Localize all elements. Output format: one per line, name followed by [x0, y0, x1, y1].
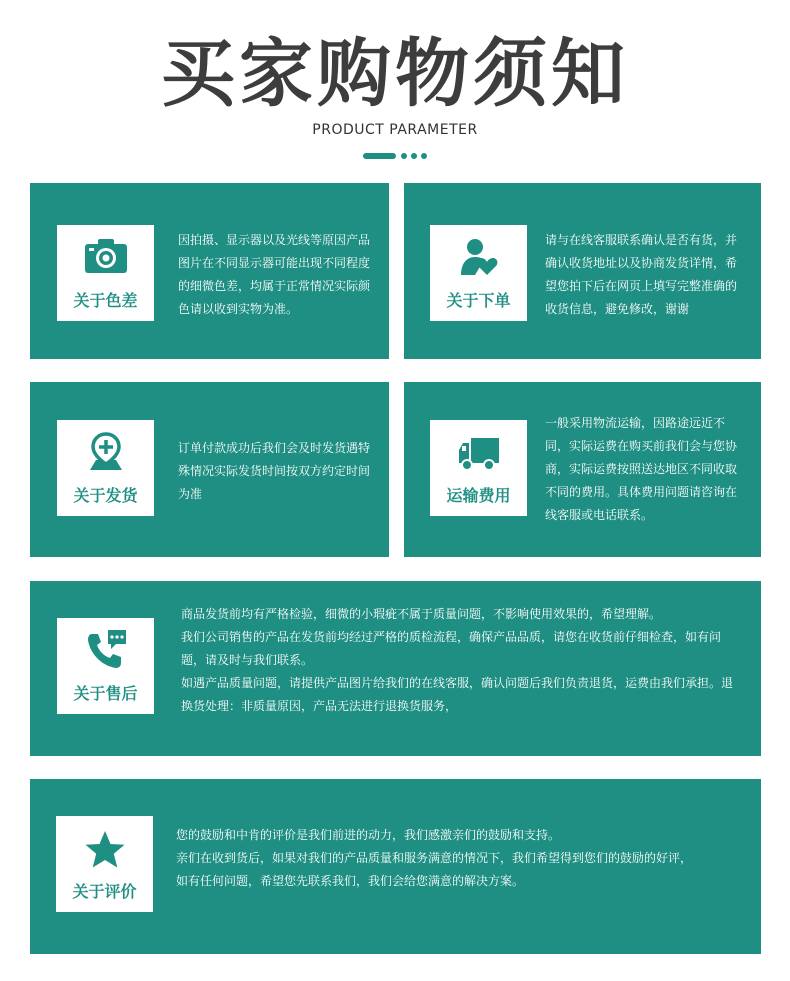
card-after-sales — [30, 581, 761, 756]
card-freight — [404, 382, 761, 557]
page-title: 买家购物须知 — [161, 31, 629, 117]
card-label: 运输费用 — [446, 486, 511, 505]
card-icon-box — [56, 816, 153, 912]
phone-chat-icon — [84, 628, 128, 672]
truck-icon — [457, 436, 501, 472]
card-reviews — [30, 779, 761, 954]
card-icon-box — [57, 420, 154, 516]
card-text-line: 我们公司销售的产品在发货前均经过严格的质检流程，确保产品品质，请您在收货前仔细检查，如有问题，请及时与我们联系。 — [181, 630, 722, 667]
location-pin-icon — [86, 432, 126, 472]
camera-icon — [83, 237, 129, 275]
card-text-line: 商品发货前均有严格检验，细微的小瑕疵不属于质量问题，不影响使用效果的，希望理解。 — [181, 607, 662, 621]
card-color-difference — [30, 183, 389, 359]
card-text-line: 如有任何问题，希望您先联系我们，我们会给您满意的解决方案。 — [176, 874, 525, 888]
card-label: 关于售后 — [73, 684, 138, 703]
card-text: 订单付款成功后我们会及时发货遇特殊情况实际发货时间按双方约定时间为准 — [178, 441, 371, 501]
card-text-line: 亲们在收到货后，如果对我们的产品质量和服务满意的情况下，我们希望得到您们的鼓励的好评， — [176, 851, 693, 865]
card-text-line: 如遇产品质量问题，请提供产品图片给我们的在线客服，确认问题后我们负责退货，运费由我们承担。退换货处理：非质量原因，产品无法进行退换货服务， — [181, 676, 734, 713]
card-label: 关于色差 — [73, 291, 138, 310]
card-icon-box — [57, 225, 154, 321]
card-text: 请与在线客服联系确认是否有货，并确认收货地址以及协商发货详情，希望您拍下后在网页上填写完整准确的收货信息，避免修改，谢谢 — [545, 233, 738, 316]
card-text: 一般采用物流运输，因路途远近不同，实际运费在购买前我们会与您协商，实际运费按照送达地区不同收取不同的费用。具体费用问题请咨询在线客服或电话联系。 — [545, 416, 738, 522]
card-label: 关于评价 — [72, 882, 137, 901]
card-icon-box — [430, 225, 527, 321]
card-icon-box — [57, 618, 154, 714]
card-label: 关于下单 — [446, 291, 511, 310]
card-shipping — [30, 382, 389, 557]
card-text — [181, 603, 741, 718]
card-ordering — [404, 183, 761, 359]
star-icon — [84, 830, 126, 870]
page-subtitle: PRODUCT PARAMETER — [312, 122, 478, 138]
user-heart-icon — [459, 237, 499, 277]
card-text: 因拍摄、显示器以及光线等原因产品图片在不同显示器可能出现不同程度的细微色差，均属于正常情况实际颜色请以收到实物为准。 — [178, 233, 371, 316]
card-label: 关于发货 — [73, 486, 138, 505]
card-text-line: 您的鼓励和中肯的评价是我们前进的动力，我们感激亲们的鼓励和支持。 — [176, 828, 561, 842]
card-icon-box — [430, 420, 527, 516]
card-text — [176, 824, 736, 893]
